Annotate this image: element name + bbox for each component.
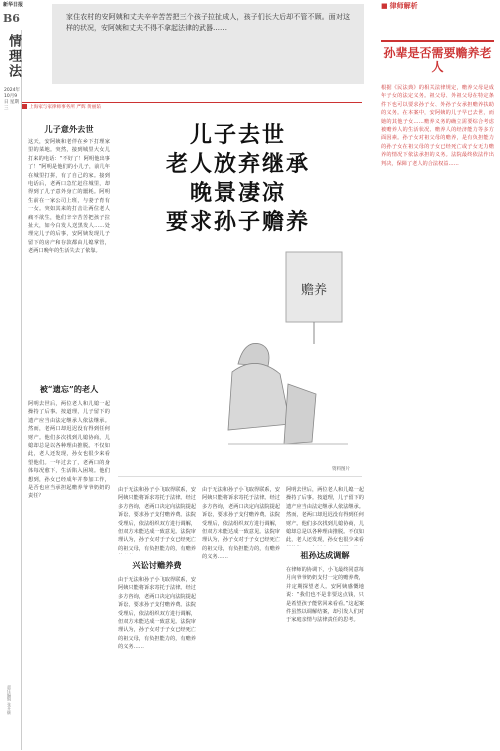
- headline-line-3: 晚景凄凉: [189, 180, 286, 206]
- headline-line-1: 儿子去世: [189, 122, 286, 148]
- sidebar-body: 根据《民法典》的相关法律规定，赡养父母是成年子女的法定义务。祖父母、外祖父母在特定条件下也可以要求孙子女、外孙子女承担赡养扶助的义务。在本案中，安阿姨的儿子早已去世，而她的其他子女……赡养义务的确立需要综合考虑被赡养人的生活状况、赡养人的经济能力等多方面因素。孙子女对祖父母的赡养，是有负担能力的孙子女在祖父母的子女已经死亡或子女无力赡养的情况下依法承担的义务。法院最终依法作出判决，保障了老人的合法权益……: [381, 85, 494, 167]
- headline-line-2: 老人放弃继承: [165, 151, 310, 177]
- sidebar-title: 孙辈是否需要赡养老人: [381, 40, 494, 74]
- headline-line-4: 要求孙子赡养: [165, 209, 310, 235]
- issue-date: 2024年10月9日 星期三: [4, 88, 20, 111]
- section-heading-2: 被“遗忘”的老人: [39, 384, 99, 394]
- image-caption: 资料图片: [332, 467, 350, 472]
- section-body-3c: 阿明去世后，两位老人和儿媳一起操持了后事。按道理，儿子留下的遗产应当由法定继承人依法继承。然而，老两口却迟迟没有得到任何财产。他们多次找到儿媳协商，儿媳却总是以各种理由推脱。不仅如此，老人还发现，孙女也很少来看: [286, 487, 364, 544]
- byline-text: 上海家与家律师事务所 严辉 黄丽茹: [29, 105, 101, 110]
- elderly-figure-body: [228, 363, 290, 430]
- section-heading-1: 儿子意外去世: [44, 124, 94, 134]
- section-body-3b: 由于无法和孙子小飞取得联系，安阿姨只能将诉求寄托于法律。经过多方咨询，老两口决定向法院提起诉讼，要求孙子支付赡养费。法院受理后，依法组织双方进行调解，但双方未能达成一致意见。法院审理认为，孙子女对于子女已经死亡的祖父母，有负担能力的，有赡养的义务……: [202, 487, 280, 561]
- elderly-figure-head: [238, 343, 269, 366]
- section-body-4: 在律师的协调下，小飞最终同意每月向爷爷奶奶支付一定的赡养费，并定期探望老人。安阿姨感慨地说：“我们也不是非要这点钱，只是希望孩子能常回来看看。”这起案件虽然以调解结案，却引发人们对于家庭亲情与法律责任的思考。: [286, 567, 364, 624]
- sign-text: 赡养: [300, 283, 328, 298]
- section-title: 情理法: [6, 34, 21, 79]
- section-heading-4: 祖孙达成调解: [300, 550, 350, 560]
- intro-box: 家住农村的安阿姨和丈夫辛辛苦苦把三个孩子拉扯成人，孩子们长大后却不管不顾。面对这样的状况，安阿姨和丈夫不得不拿起法律的武器……: [52, 4, 364, 84]
- section-body-3: 由于无法和孙子小飞取得联系，安阿姨只能将诉求寄托于法律。经过多方咨询，老两口决定向法院提起诉讼，要求孙子支付赡养费。法院受理后，依法组织双方进行调解，但双方未能达成一致意见。法院审理认为，孙子女对于子女已经死亡的祖父母，有负担能力的，有赡养的义务……: [118, 577, 196, 651]
- divider: [118, 476, 362, 477]
- lawyer-analysis-header: [381, 1, 496, 11]
- section-heading-3: 兴讼讨赡养费: [132, 560, 182, 570]
- editor-credit: 责任编辑 张开颐: [7, 685, 12, 715]
- masthead: 新华日报: [3, 2, 24, 8]
- headline: [118, 121, 358, 237]
- page-number: B6: [3, 12, 20, 25]
- left-rail: [0, 30, 22, 750]
- section-body-2: 阿明去世后，两位老人和儿媳一起操持了后事。按道理，儿子留下的遗产应当由法定继承人依法继承。然而，老两口却迟迟没有得到任何财产。他们多次找到儿媳协商，儿媳却总是以各种理由推脱。不仅如此，老人还发现，孙女也很少来看望他们。一年过去了，老两口的身体每况愈下，生活陷入困境。他们想到，孙女已经成年并参加工作，是否也应当承担起赡养爷爷奶奶的责任？: [28, 401, 110, 500]
- illustration: [198, 244, 360, 464]
- byline: [22, 102, 362, 110]
- bag: [284, 384, 316, 444]
- lawyer-analysis-label: 律师解析: [389, 2, 418, 10]
- section-body-1: 这天，安阿姨和老伴在乡下打理家里的菜地。突然，接到城里大女儿打来的电话：“不好了！阿明他出事了！”阿明是他们的小儿子，前几年在城里打拼，有了自己的家。接到电话后，老两口急忙赶往城里，却得到了儿子意外身亡的噩耗。阿明生前在一家公司上班，与妻子育有一女。突如其来的打击让两位老人痛不欲生，他们辛辛苦苦把孩子拉扯大，如今白发人送黑发人……处理完儿子的后事，安阿姨发现儿子留下的房产和存款都由儿媳掌管，老两口晚年的生活失去了依靠。: [28, 139, 110, 255]
- square-icon: [22, 104, 27, 109]
- section-body-3-intro: 由于无法和孙子小飞取得联系，安阿姨只能将诉求寄托于法律。经过多方咨询，老两口决定向法院提起诉讼，要求孙子支付赡养费。法院受理后，依法组织双方进行调解，但双方未能达成一致意见。法院审理认为，孙子女对于子女已经死亡的祖父母，有负担能力的，有赡养: [118, 487, 196, 552]
- square-icon: ■: [381, 2, 388, 10]
